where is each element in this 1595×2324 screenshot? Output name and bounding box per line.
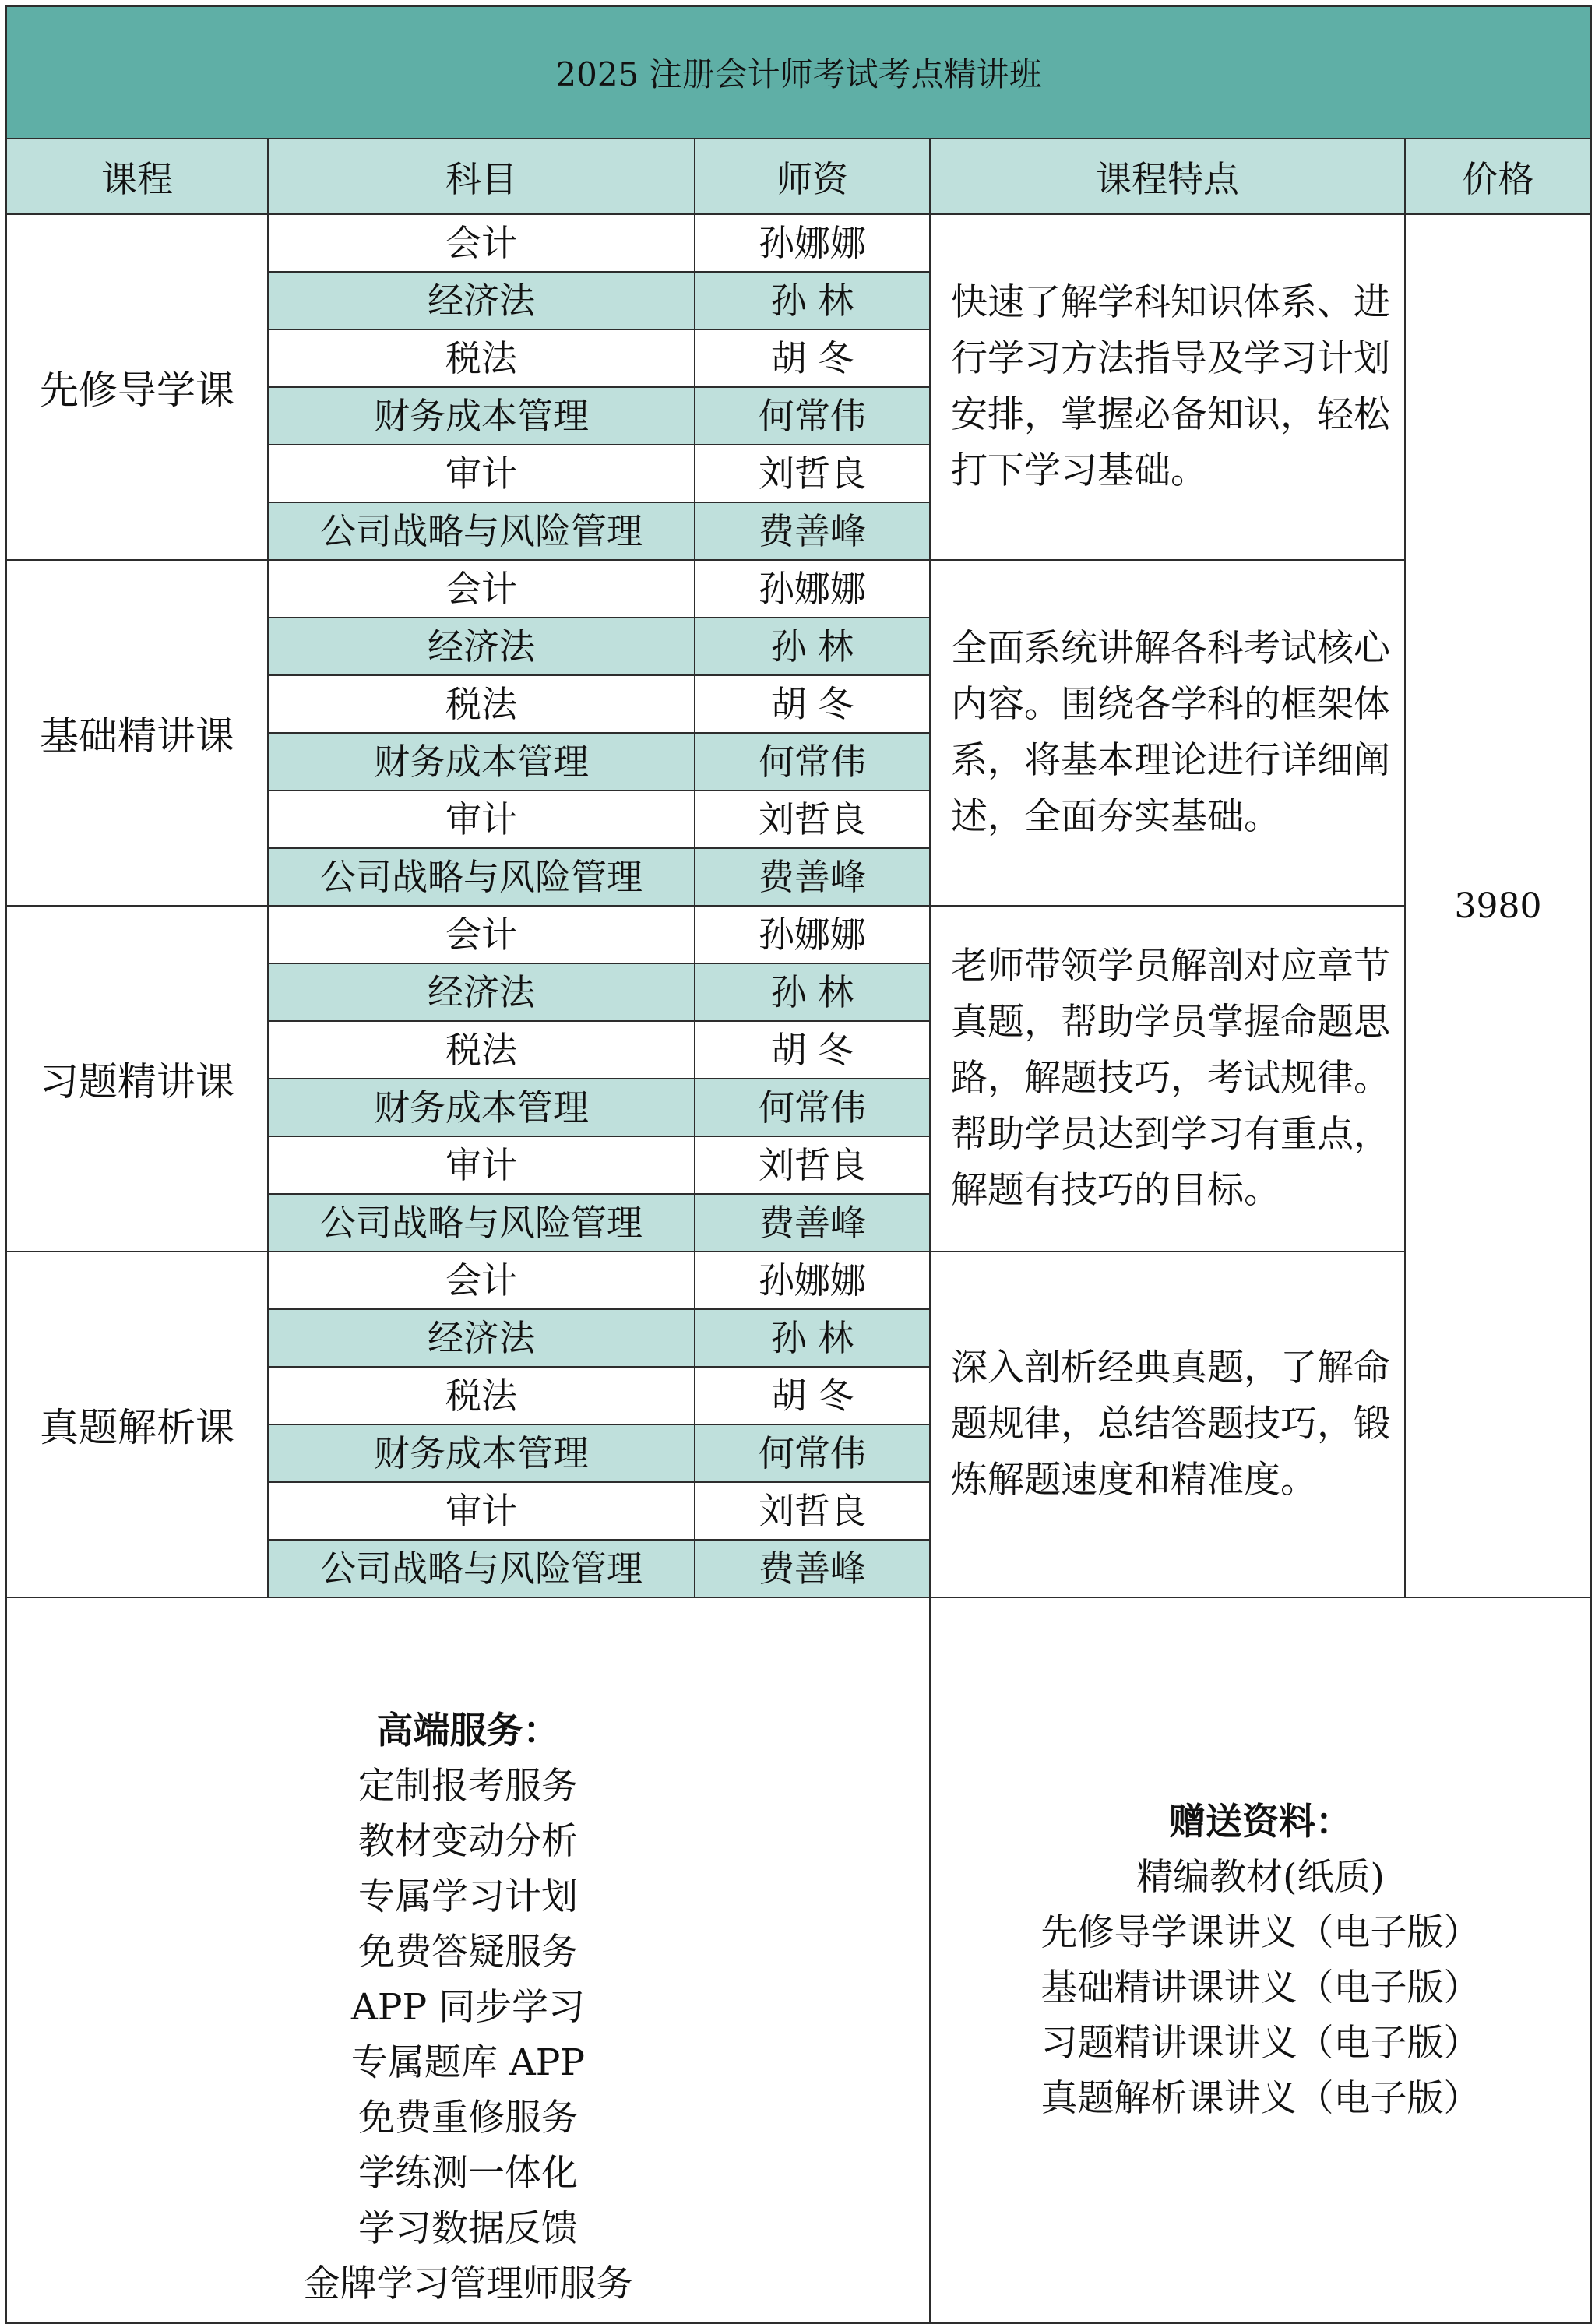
gift-item: 习题精讲课讲义（电子版） xyxy=(1040,2022,1481,2065)
service-item: 免费答疑服务 xyxy=(358,1930,578,1974)
header-feature: 课程特点 xyxy=(930,139,1405,214)
gifts-title: 赠送资料： xyxy=(1169,1801,1352,1843)
subject-cell: 审计 xyxy=(268,1136,695,1194)
services-list xyxy=(7,1610,929,2312)
teacher-cell: 孙娜娜 xyxy=(695,1252,930,1309)
course-feature: 深入剖析经典真题，了解命题规律，总结答题技巧，锻炼解题速度和精准度。 xyxy=(930,1252,1405,1597)
teacher-cell: 胡 冬 xyxy=(695,1367,930,1424)
subject-cell: 税法 xyxy=(268,675,695,733)
course-name: 先修导学课 xyxy=(6,214,268,560)
subject-cell: 会计 xyxy=(268,560,695,618)
course-name: 基础精讲课 xyxy=(6,560,268,906)
teacher-cell: 孙 林 xyxy=(695,272,930,329)
subject-cell: 税法 xyxy=(268,329,695,387)
title-row xyxy=(6,6,1591,139)
course-feature: 快速了解学科知识体系、进行学习方法指导及学习计划安排，掌握必备知识，轻松打下学习基础。 xyxy=(930,214,1405,560)
subject-cell: 财务成本管理 xyxy=(268,733,695,791)
header-teacher: 师资 xyxy=(695,139,930,214)
teacher-cell: 何常伟 xyxy=(695,733,930,791)
teacher-cell: 费善峰 xyxy=(695,502,930,560)
service-item: 免费重修服务 xyxy=(358,2096,578,2139)
teacher-cell: 胡 冬 xyxy=(695,1021,930,1079)
service-item: 专属题库 APP xyxy=(350,2041,586,2084)
subject-cell: 经济法 xyxy=(268,618,695,675)
gifts-cell xyxy=(930,1597,1591,2323)
subject-cell: 税法 xyxy=(268,1021,695,1079)
subject-cell: 公司战略与风险管理 xyxy=(268,848,695,906)
subject-cell: 经济法 xyxy=(268,1309,695,1367)
teacher-cell: 何常伟 xyxy=(695,1424,930,1482)
header-subject: 科目 xyxy=(268,139,695,214)
teacher-cell: 刘哲良 xyxy=(695,1136,930,1194)
course-name: 真题解析课 xyxy=(6,1252,268,1597)
gift-item: 先修导学课讲义（电子版） xyxy=(1040,1911,1481,1954)
header-price: 价格 xyxy=(1405,139,1591,214)
subject-cell: 会计 xyxy=(268,214,695,272)
service-item: APP 同步学习 xyxy=(350,1985,586,2029)
subject-cell: 公司战略与风险管理 xyxy=(268,502,695,560)
services-cell xyxy=(6,1597,930,2323)
course-feature: 老师带领学员解剖对应章节真题，帮助学员掌握命题思路，解题技巧，考试规律。帮助学员达到学习有重点，解题有技巧的目标。 xyxy=(930,906,1405,1252)
course-name: 习题精讲课 xyxy=(6,906,268,1252)
subject-cell: 经济法 xyxy=(268,963,695,1021)
service-item: 学习数据反馈 xyxy=(358,2206,578,2250)
subject-cell: 财务成本管理 xyxy=(268,387,695,445)
subject-cell: 会计 xyxy=(268,906,695,963)
subject-cell: 审计 xyxy=(268,1482,695,1540)
services-title: 高端服务： xyxy=(376,1709,560,1752)
subject-cell: 财务成本管理 xyxy=(268,1424,695,1482)
service-item: 专属学习计划 xyxy=(358,1875,578,1918)
table-row xyxy=(6,560,1591,618)
gift-item: 基础精讲课讲义（电子版） xyxy=(1040,1967,1481,2009)
table-row xyxy=(6,214,1591,272)
header-course: 课程 xyxy=(6,139,268,214)
teacher-cell: 胡 冬 xyxy=(695,329,930,387)
subject-cell: 税法 xyxy=(268,1367,695,1424)
course-table xyxy=(5,5,1592,2324)
table-row xyxy=(6,1252,1591,1309)
subject-cell: 会计 xyxy=(268,1252,695,1309)
bottom-row xyxy=(6,1597,1591,2323)
subject-cell: 财务成本管理 xyxy=(268,1079,695,1136)
subject-cell: 公司战略与风险管理 xyxy=(268,1540,695,1597)
teacher-cell: 费善峰 xyxy=(695,1540,930,1597)
price-cell: 3980 xyxy=(1405,214,1591,1597)
page-title: 2025 注册会计师考试考点精讲班 xyxy=(6,6,1591,139)
gift-item: 真题解析课讲义（电子版） xyxy=(1040,2077,1481,2120)
service-item: 金牌学习管理师服务 xyxy=(303,2262,633,2305)
subject-cell: 经济法 xyxy=(268,272,695,329)
teacher-cell: 费善峰 xyxy=(695,848,930,906)
service-item: 定制报考服务 xyxy=(358,1764,578,1808)
teacher-cell: 刘哲良 xyxy=(695,445,930,502)
teacher-cell: 刘哲良 xyxy=(695,1482,930,1540)
teacher-cell: 孙娜娜 xyxy=(695,214,930,272)
subject-cell: 公司战略与风险管理 xyxy=(268,1194,695,1252)
header-row xyxy=(6,139,1591,214)
teacher-cell: 刘哲良 xyxy=(695,791,930,848)
course-feature: 全面系统讲解各科考试核心内容。围绕各学科的框架体系，将基本理论进行详细阐述，全面夯实基础。 xyxy=(930,560,1405,906)
teacher-cell: 费善峰 xyxy=(695,1194,930,1252)
teacher-cell: 孙 林 xyxy=(695,1309,930,1367)
gift-item: 精编教材(纸质) xyxy=(1136,1856,1385,1899)
teacher-cell: 孙 林 xyxy=(695,963,930,1021)
teacher-cell: 何常伟 xyxy=(695,1079,930,1136)
teacher-cell: 孙 林 xyxy=(695,618,930,675)
service-item: 教材变动分析 xyxy=(358,1819,578,1863)
service-item: 学练测一体化 xyxy=(358,2151,578,2195)
teacher-cell: 孙娜娜 xyxy=(695,560,930,618)
subject-cell: 审计 xyxy=(268,445,695,502)
teacher-cell: 孙娜娜 xyxy=(695,906,930,963)
teacher-cell: 胡 冬 xyxy=(695,675,930,733)
teacher-cell: 何常伟 xyxy=(695,387,930,445)
table-row xyxy=(6,906,1591,963)
subject-cell: 审计 xyxy=(268,791,695,848)
gifts-list xyxy=(931,1794,1590,2126)
